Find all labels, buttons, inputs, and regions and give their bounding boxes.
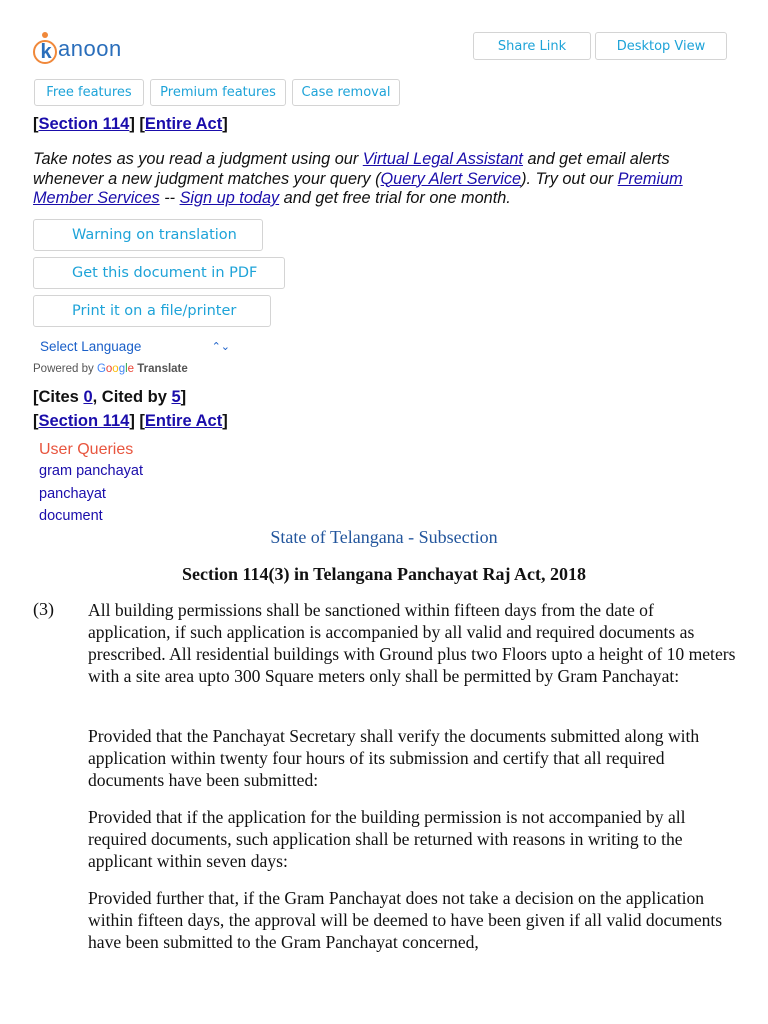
warning-on-translation-button[interactable]: Warning on translation (33, 219, 263, 251)
language-select-label: Select Language (40, 339, 142, 354)
free-features-button[interactable]: Free features (34, 79, 144, 106)
sign-up-today-link[interactable]: Sign up today (179, 189, 280, 207)
cited-by-count-link[interactable]: 5 (171, 388, 181, 406)
share-link-button[interactable]: Share Link (473, 32, 591, 60)
cites-count-link[interactable]: 0 (83, 388, 93, 406)
user-query-link[interactable]: panchayat (39, 486, 106, 502)
user-query-link[interactable]: gram panchayat (39, 463, 143, 479)
logo-text: anoon (58, 36, 122, 61)
virtual-legal-assistant-link[interactable]: Virtual Legal Assistant (362, 150, 523, 168)
cites-line: [Cites 0, Cited by 5] (33, 388, 187, 406)
query-alert-service-link[interactable]: Query Alert Service (380, 169, 522, 188)
premium-member-services-link[interactable]: Premium Member Services (33, 169, 683, 207)
user-query-link[interactable]: document (39, 508, 103, 524)
chevron-updown-icon: ⌃⌄ (211, 341, 230, 353)
google-logo: Google (96, 363, 135, 375)
entire-act-link[interactable]: Entire Act (144, 115, 223, 133)
document-title: Section 114(3) in Telangana Panchayat Raj Act, 2018 (181, 564, 587, 584)
section-links-top: [Section 114] [Entire Act] (33, 115, 228, 133)
document-subtitle: State of Telangana - Subsection (270, 527, 498, 547)
desktop-view-button[interactable]: Desktop View (595, 32, 727, 60)
section-links-bottom: [Section 114] [Entire Act] (33, 412, 228, 430)
proviso-paragraph: Provided further that, if the Gram Panchayat does not take a decision on the application within fifteen days, the approval will be deemed to have been given if all valid documents have been submitted to the Gram Panchayat concerned, (88, 888, 723, 952)
kanoon-logo[interactable] (33, 32, 122, 66)
print-button[interactable]: Print it on a file/printer (33, 295, 271, 327)
case-removal-button[interactable]: Case removal (292, 79, 400, 106)
get-pdf-button[interactable]: Get this document in PDF (33, 257, 285, 289)
clause-number: (3) (33, 599, 54, 619)
language-select[interactable] (40, 339, 230, 354)
user-queries-title: User Queries (39, 441, 134, 458)
premium-features-button[interactable]: Premium features (150, 79, 286, 106)
section-114-link-bottom[interactable]: Section 114 (38, 412, 130, 430)
proviso-paragraph: Provided that the Panchayat Secretary shall verify the documents submitted along with application within twenty four hours of its submission and certify that all required documents have been submitted: (88, 726, 700, 790)
clause-paragraph: All building permissions shall be sanctioned within fifteen days from the date of application, if such application is accompanied by all valid and required documents as prescribed. All residential buildings with Ground plus two Floors upto a height of 10 meters with a site area upto 300 Square meters only shall be permitted by Gram Panchayat: (88, 600, 736, 686)
logo-letter: k (40, 41, 52, 63)
entire-act-link-bottom[interactable]: Entire Act (144, 412, 223, 430)
logo-mark-icon (33, 32, 57, 66)
proviso-paragraph: Provided that if the application for the building permission is not accompanied by all required documents, such application shall be returned with reasons in writing to the applicant within seven days: (88, 807, 686, 871)
promo-text: Take notes as you read a judgment using our Virtual Legal Assistant and get email alerts whenever a new judgment matches your query (Query Alert Service). Try out our Premium Member Services -- Sign up today and get free trial for one month. (33, 150, 683, 207)
section-114-link[interactable]: Section 114 (38, 115, 130, 133)
powered-by-google-translate[interactable]: Powered by Google Translate (33, 363, 188, 375)
